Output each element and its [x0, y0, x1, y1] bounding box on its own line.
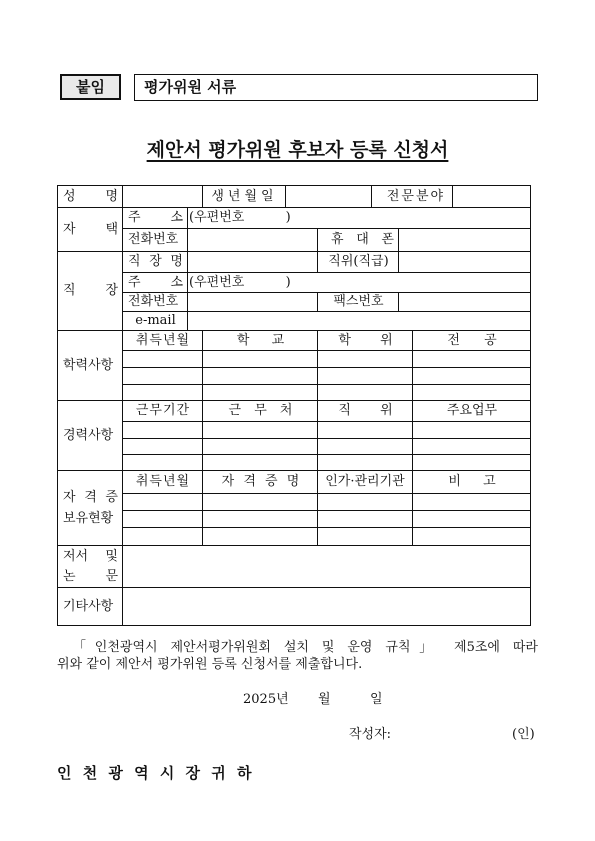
career-header-row: [58, 401, 531, 422]
license-name-cell: [203, 494, 318, 511]
license-remarks-cell: [413, 511, 531, 528]
home-label: 자 택: [58, 208, 123, 252]
license-date-cell: [123, 528, 203, 546]
specialty-label: 전문분야: [372, 186, 453, 208]
position-value-cell: [399, 252, 531, 273]
license-header-authority: 인가·관리기관: [318, 471, 413, 494]
name-value-cell: [123, 186, 203, 208]
mobile-value-cell: [399, 229, 531, 252]
license-row: [58, 528, 531, 546]
email-label: e-mail: [123, 312, 188, 331]
career-workplace-cell: [203, 439, 318, 455]
home-phone-label: 전화번호: [123, 229, 188, 252]
career-position-cell: [318, 422, 413, 439]
license-row: [58, 494, 531, 511]
license-row: [58, 511, 531, 528]
license-header-remarks: 비 고: [413, 471, 531, 494]
license-header-name: 자 격 증 명: [203, 471, 318, 494]
home-phone-value-cell: [188, 229, 318, 252]
fax-value-cell: [399, 293, 531, 312]
specialty-value-cell: [453, 186, 531, 208]
education-date-cell: [123, 385, 203, 401]
career-row: [58, 422, 531, 439]
education-date-cell: [123, 368, 203, 385]
license-date-cell: [123, 494, 203, 511]
date-month: 월: [318, 692, 331, 707]
attachment-label: 붙임: [60, 74, 121, 100]
position-label: 직위(직급): [318, 252, 399, 273]
attachment-title: 평가위원 서류: [134, 74, 538, 101]
career-workplace-cell: [203, 422, 318, 439]
career-position-cell: [318, 439, 413, 455]
education-school-cell: [203, 368, 318, 385]
education-major-cell: [413, 368, 531, 385]
other-label: 기타사항: [58, 588, 123, 626]
home-phone-row: [58, 229, 531, 252]
education-major-cell: [413, 385, 531, 401]
career-header-period: 근무기간: [123, 401, 203, 422]
date-day: 일: [370, 692, 383, 707]
statement-line-1: 「인천광역시 제안서평가위원회 설치 및 운영 규칙」 제5조에 따라: [73, 640, 538, 655]
statement-line-2: 위와 같이 제안서 평가위원 등록 신청서를 제출합니다.: [57, 657, 363, 672]
publications-label-line1: 저서 및: [63, 548, 118, 564]
seal-mark: (인): [512, 727, 535, 742]
education-row: [58, 385, 531, 401]
license-name-cell: [203, 511, 318, 528]
license-authority-cell: [318, 528, 413, 546]
career-duties-cell: [413, 455, 531, 471]
name-row: [58, 186, 531, 208]
work-address-row: [58, 273, 531, 293]
name-label: 성 명: [58, 186, 123, 208]
publications-row: [58, 546, 531, 588]
license-name-cell: [203, 528, 318, 546]
career-period-cell: [123, 455, 203, 471]
education-row: [58, 368, 531, 385]
application-form-table: [57, 185, 531, 626]
education-header-school: 학 교: [203, 331, 318, 351]
birth-date-label: 생년월일: [203, 186, 286, 208]
work-phone-label: 전화번호: [123, 293, 188, 312]
education-header-degree: 학 위: [318, 331, 413, 351]
work-phone-row: [58, 293, 531, 312]
education-header-date: 취득년월: [123, 331, 203, 351]
company-name-label: 직 장 명: [123, 252, 188, 273]
form-title: 제안서 평가위원 후보자 등록 신청서: [146, 139, 449, 161]
work-address-value: (우편번호 ): [188, 273, 531, 293]
career-duties-cell: [413, 439, 531, 455]
license-label: [58, 471, 123, 546]
writer-label: 작성자:: [349, 727, 392, 742]
email-value-cell: [188, 312, 531, 331]
license-header-date: 취득년월: [123, 471, 203, 494]
work-company-row: [58, 252, 531, 273]
education-major-cell: [413, 351, 531, 368]
license-label-line2: 보유현황: [63, 511, 114, 526]
career-row: [58, 455, 531, 471]
fax-label: 팩스번호: [318, 293, 399, 312]
license-authority-cell: [318, 511, 413, 528]
career-header-duties: 주요업무: [413, 401, 531, 422]
work-address-label: 주 소: [123, 273, 188, 293]
education-header-major: 전 공: [413, 331, 531, 351]
date-year: 2025년: [243, 692, 289, 707]
career-workplace-cell: [203, 455, 318, 471]
license-remarks-cell: [413, 494, 531, 511]
other-row: [58, 588, 531, 626]
publications-value-cell: [123, 546, 531, 588]
license-remarks-cell: [413, 528, 531, 546]
education-degree-cell: [318, 351, 413, 368]
education-degree-cell: [318, 368, 413, 385]
home-address-value: (우편번호 ): [188, 208, 531, 229]
career-period-cell: [123, 439, 203, 455]
mobile-label: 휴 대 폰: [318, 229, 399, 252]
license-authority-cell: [318, 494, 413, 511]
education-header-row: [58, 331, 531, 351]
work-phone-value-cell: [188, 293, 318, 312]
other-value-cell: [123, 588, 531, 626]
career-label: 경력사항: [58, 401, 123, 471]
publications-label: [58, 546, 123, 588]
company-name-value-cell: [188, 252, 318, 273]
career-header-workplace: 근 무 처: [203, 401, 318, 422]
birth-date-value-cell: [286, 186, 372, 208]
education-row: [58, 351, 531, 368]
career-position-cell: [318, 455, 413, 471]
license-header-row: [58, 471, 531, 494]
education-date-cell: [123, 351, 203, 368]
publications-label-line2: 논 문: [63, 568, 118, 584]
career-period-cell: [123, 422, 203, 439]
education-degree-cell: [318, 385, 413, 401]
education-label: 학력사항: [58, 331, 123, 401]
education-school-cell: [203, 351, 318, 368]
career-duties-cell: [413, 422, 531, 439]
career-header-position: 직 위: [318, 401, 413, 422]
addressee: 인 천 광 역 시 장 귀 하: [57, 764, 255, 782]
education-school-cell: [203, 385, 318, 401]
workplace-label: 직 장: [58, 252, 123, 331]
license-label-line1: 자 격 증: [63, 490, 118, 505]
career-row: [58, 439, 531, 455]
work-email-row: [58, 312, 531, 331]
home-address-row: [58, 208, 531, 229]
license-date-cell: [123, 511, 203, 528]
home-address-label: 주 소: [123, 208, 188, 229]
